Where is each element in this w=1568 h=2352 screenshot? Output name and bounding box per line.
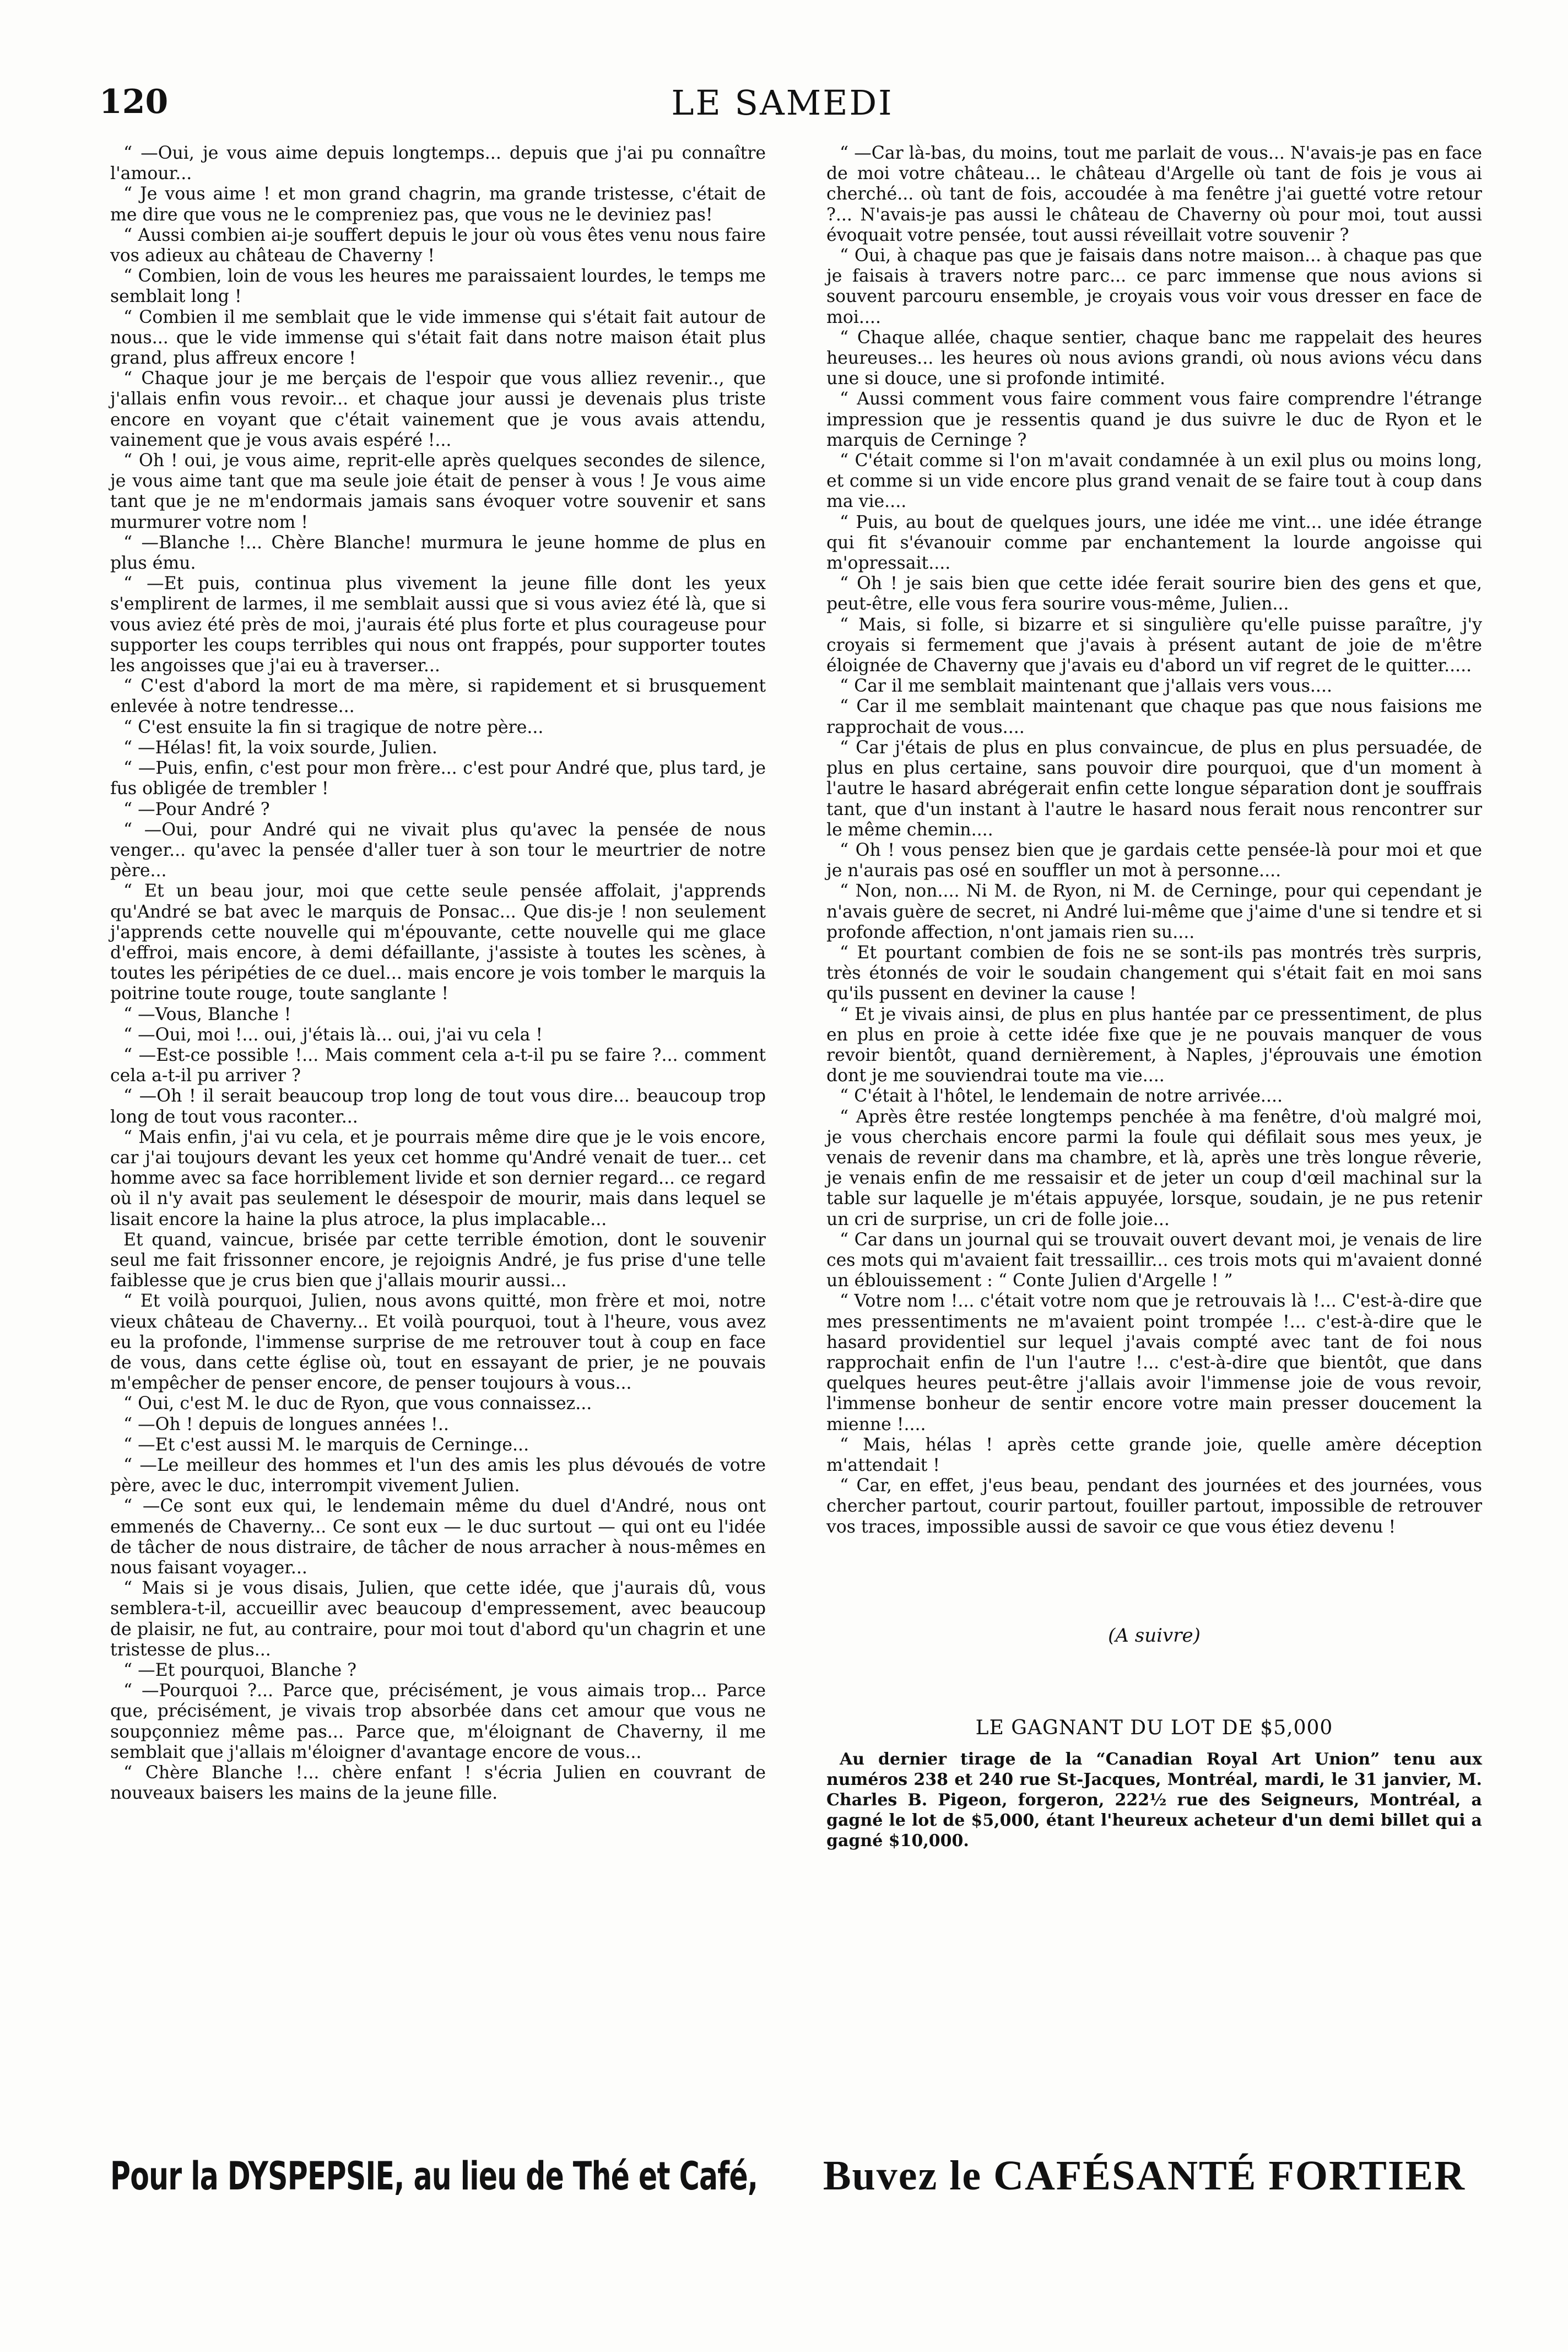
- paragraph: “ —Car là-bas, du moins, tout me parlait de vous... N'avais-je pas en face de moi votre château... le château d'Argelle où tant de fois je vous ai cherché... où tant de fois, accoudée à ma fenêtre j'ai guetté votre retour ?... N'avais-je pas aussi le château de Chaverny où pour moi, tout aussi évoquait votre pensée, tout aussi réveillait votre souvenir ?: [826, 143, 1482, 245]
- footer-advertisement: [110, 2152, 1466, 2213]
- paragraph: “ —Oui, moi !... oui, j'étais là... oui, j'ai vu cela !: [123, 1024, 543, 1045]
- paragraph: “ Combien il me semblait que le vide immense qui s'était fait autour de nous... que le vide immense qui s'était fait dans notre maison était plus grand, plus affreux encore !: [110, 307, 766, 369]
- paragraph: “ —Pourquoi ?... Parce que, précisément, je vous aimais trop... Parce que, précisément, je vivais trop absorbée dans cet amour que vous ne soupçonniez même pas... Parce que, m'éloignant de Chaverny, il me semblait que j'allais m'éloigner d'avantage encore de vous...: [110, 1681, 766, 1762]
- left-column: [110, 143, 766, 2105]
- paragraph: “ Votre nom !... c'était votre nom que je retrouvais là !... C'est-à-dire que mes pressentiments ne m'avaient point trompée !... c'est-à-dire que le hasard providentiel sur lequel j'avais compté avec tant de foi nous rapprochait enfin de l'un l'autre !... c'est-à-dire que bientôt, que dans quelques heures peut-être j'allais avoir l'immense joie de vous revoir, l'immense bonheur de sentir encore votre main presser doucement la mienne !....: [826, 1291, 1482, 1434]
- footer-ad-suffix: Buvez le CAFÉSANTÉ FORTIER: [823, 2153, 1466, 2199]
- paragraph: “ Puis, au bout de quelques jours, une idée me vint... une idée étrange qui fit s'évanouir comme par enchantement la lourde angoisse qui m'opressait....: [826, 512, 1482, 574]
- paragraph: “ C'est ensuite la fin si tragique de notre père...: [123, 717, 544, 737]
- paragraph: “ —Le meilleur des hommes et l'un des amis les plus dévoués de votre père, avec le duc, interrompit vivement Julien.: [110, 1455, 766, 1496]
- right-column-text: [826, 143, 1482, 1538]
- paragraph: “ —Ce sont eux qui, le lendemain même du duel d'André, nous ont emmenés de Chaverny... Ce sont eux — le duc surtout — qui ont eu l'idée de tâcher de nous distraire, de tâcher de nous arracher à nous-mêmes en nous faisant voyager...: [110, 1496, 766, 1578]
- paragraph: “ Mais, hélas ! après cette grande joie, quelle amère déception m'attendait !: [826, 1434, 1482, 1475]
- paragraph: “ Oui, c'est M. le duc de Ryon, que vous connaissez...: [123, 1394, 592, 1414]
- paragraph: “ Après être restée longtemps penchée à ma fenêtre, d'où malgré moi, je vous cherchais encore parmi la foule qui défilait sous mes yeux, je venais de revenir dans ma chambre, et là, après une très longue rêverie, je venais enfin de me ressaisir et de jeter un coup d'œil machinal sur la table sur laquelle je m'étais appuyée, lorsque, soudain, je ne pus retenir un cri de surprise, un cri de folle joie...: [826, 1107, 1482, 1229]
- page-header: [99, 83, 1466, 127]
- right-column: [826, 143, 1482, 2056]
- paragraph: “ —Est-ce possible !... Mais comment cela a-t-il pu se faire ?... comment cela a-t-il pu arriver ?: [110, 1045, 766, 1086]
- paragraph: “ Chère Blanche !... chère enfant ! s'écria Julien en couvrant de nouveaux baisers les mains de la jeune fille.: [110, 1763, 766, 1804]
- paragraph: “ —Et puis, continua plus vivement la jeune fille dont les yeux s'emplirent de larmes, il me semblait aussi que si vous aviez été là, que si vous aviez été près de moi, j'aurais été plus forte et plus courageuse pour supporter les coups terribles qui nous ont frappés, pour supporter toutes les angoisses que j'ai eu à traverser...: [110, 574, 766, 676]
- paragraph: “ Et voilà pourquoi, Julien, nous avons quitté, mon frère et moi, notre vieux château de Chaverny... Et voilà pourquoi, tout à l'heure, vous avez eu la profonde, l'immense surprise de me retrouver tout à coup en face de vous, dans cette église où, tout en essayant de prier, je ne pouvais m'empêcher de penser encore, de penser toujours à vous...: [110, 1291, 766, 1394]
- paragraph: “ Chaque jour je me berçais de l'espoir que vous alliez revenir.., que j'allais enfin vous revoir... et chaque jour aussi je devenais plus triste encore en voyant que c'était vainement que je vous avais attendu, vainement que je vous avais espéré !...: [110, 369, 766, 450]
- paragraph: “ C'était comme si l'on m'avait condamnée à un exil plus ou moins long, et comme si un vide encore plus grand venait de se faire tout à coup dans ma vie....: [826, 451, 1482, 512]
- journal-title: LE SAMEDI: [671, 83, 894, 123]
- paragraph: “ Oh ! je sais bien que cette idée ferait sourire bien des gens et que, peut-être, elle vous fera sourire vous-même, Julien...: [826, 574, 1482, 614]
- paragraph: “ —Pour André ?: [123, 799, 270, 819]
- paragraph: “ —Oui, je vous aime depuis longtemps... depuis que j'ai pu connaître l'amour...: [110, 143, 766, 184]
- paragraph: “ —Oh ! depuis de longues années !..: [123, 1414, 449, 1434]
- paragraph: “ Oh ! vous pensez bien que je gardais cette pensée-là pour moi et que je n'aurais pas osé en souffler un mot à personne....: [826, 840, 1482, 881]
- paragraph: “ Car il me semblait maintenant que chaque pas que nous faisions me rapprochait de vous....: [826, 697, 1482, 737]
- paragraph: “ —Oh ! il serait beaucoup trop long de tout vous dire... beaucoup trop long de tout vous raconter...: [110, 1086, 766, 1127]
- paragraph: “ —Hélas! fit, la voix sourde, Julien.: [123, 737, 437, 758]
- paragraph: “ Mais enfin, j'ai vu cela, et je pourrais même dire que je le vois encore, car j'ai toujours devant les yeux cet homme qu'André venait de tuer... cet homme avec sa face horriblement livide et son dernier regard... ce regard où il n'y avait pas seulement le désespoir de mourir, mais dans lequel se lisait encore la haine la plus atroce, la plus implacable...: [110, 1127, 766, 1229]
- paragraph: “ Et un beau jour, moi que cette seule pensée affolait, j'apprends qu'André se bat avec le marquis de Ponsac... Que dis-je ! non seulement j'apprends cette nouvelle qui m'épouvante, cette nouvelle qui me glace d'effroi, mais encore, à demi défaillante, j'assiste à toutes les scènes, à toutes les péripéties de ce duel... mais encore je vois tomber le marquis la poitrine toute rouge, toute sanglante !: [110, 881, 766, 1004]
- paragraph: “ —Blanche !... Chère Blanche! murmura le jeune homme de plus en plus ému.: [110, 532, 766, 574]
- paragraph: “ Aussi comment vous faire comment vous faire comprendre l'étrange impression que je ressentis quand je dus suivre le duc de Ryon et le marquis de Cerninge ?: [826, 389, 1482, 450]
- paragraph: “ C'était à l'hôtel, le lendemain de notre arrivée....: [840, 1086, 1283, 1107]
- paragraph: “ Oui, à chaque pas que je faisais dans notre maison... à chaque pas que je faisais à travers notre parc... ce parc immense que nous avions si souvent parcouru ensemble, je croyais vous voir vous dresser en face de moi....: [826, 246, 1482, 327]
- paragraph: “ —Et pourquoi, Blanche ?: [123, 1660, 357, 1681]
- paragraph: “ Car, en effet, j'eus beau, pendant des journées et des journées, vous chercher partout, courir partout, fouiller partout, impossible de retrouver vos traces, impossible aussi de savoir ce que vous étiez devenu !: [826, 1476, 1482, 1537]
- paragraph: “ Et je vivais ainsi, de plus en plus hantée par ce pressentiment, de plus en plus en proie à cette idée fixe que je ne pouvais manquer de vous revoir bientôt, quand dernièrement, à Naples, j'éprouvais une émotion dont je me souviendrai toute ma vie....: [826, 1004, 1482, 1086]
- paragraph: “ Chaque allée, chaque sentier, chaque banc me rappelait des heures heureuses... les heures où nous avions grandi, où nous avions vécu dans une si douce, une si profonde intimité.: [826, 327, 1482, 389]
- paragraph: “ Oh ! oui, je vous aime, reprit-elle après quelques secondes de silence, je vous aime tant que ma seule joie était de penser à vous ! Je vous aime tant que je ne m'endormais jamais sans évoquer votre souvenir et sans murmurer votre nom !: [110, 451, 766, 532]
- paragraph: “ Car il me semblait maintenant que j'allais vers vous....: [840, 676, 1332, 697]
- paragraph: “ —Puis, enfin, c'est pour mon frère... c'est pour André que, plus tard, je fus obligée de trembler !: [110, 758, 766, 799]
- paragraph: “ Combien, loin de vous les heures me paraissaient lourdes, le temps me semblait long !: [110, 266, 766, 307]
- paragraph: “ C'est d'abord la mort de ma mère, si rapidement et si brusquement enlevée à notre tendresse...: [110, 676, 766, 717]
- paragraph: “ —Vous, Blanche !: [123, 1004, 291, 1024]
- paragraph: Et quand, vaincue, brisée par cette terrible émotion, dont le souvenir seul me fait frissonner encore, je rejoignis André, je fus prise d'une telle faiblesse que je crus bien que j'allais mourir aussi...: [110, 1229, 766, 1291]
- paragraph: “ Mais, si folle, si bizarre et si singulière qu'elle puisse paraître, j'y croyais si fermement que j'avais à présent autant de joie de m'être éloignée de Chaverny que j'avais eu d'abord un vif regret de le quitter.....: [826, 614, 1482, 676]
- paragraph: “ Mais si je vous disais, Julien, que cette idée, que j'aurais dû, vous semblera-t-il, accueillir avec beaucoup d'empressement, avec beaucoup de plaisir, ne fut, au contraire, pour moi tout d'abord qu'un chagrin et une tristesse de plus...: [110, 1578, 766, 1660]
- footer-ad-prefix: Pour la DYSPEPSIE, au lieu de Thé et Café,: [110, 2154, 758, 2199]
- paragraph: “ —Et c'est aussi M. le marquis de Cerninge...: [123, 1434, 529, 1455]
- paragraph: “ Non, non.... Ni M. de Ryon, ni M. de Cerninge, pour qui cependant je n'avais guère de secret, ni André lui-même que j'aime d'une si tendre et si profonde affection, n'ont jamais rien su....: [826, 881, 1482, 942]
- paragraph: “ Car dans un journal qui se trouvait ouvert devant moi, je venais de lire ces mots qui m'avaient fait tressaillir... ces trois mots qui m'avaient donné un éblouissement : “ Conte Julien d'Argelle ! ”: [826, 1229, 1482, 1291]
- paragraph: “ —Oui, pour André qui ne vivait plus qu'avec la pensée de nous venger... qu'avec la pensée d'aller tuer à son tour le meurtrier de notre père...: [110, 819, 766, 881]
- page-number: 120: [99, 83, 169, 121]
- paragraph: “ Car j'étais de plus en plus convaincue, de plus en plus persuadée, de plus en plus certaine, sans pouvoir dire pourquoi, que d'un moment à l'autre le hasard abrégerait enfin cette longue séparation dont je souffrais tant, que d'un instant à l'autre le hasard nous ferait nous rencontrer sur le même chemin....: [826, 737, 1482, 840]
- paragraph: “ Et pourtant combien de fois ne se sont-ils pas montrés très surpris, très étonnés de voir le soudain changement qui s'était fait en moi sans qu'ils pussent en deviner la cause !: [826, 942, 1482, 1004]
- lottery-notice-title: LE GAGNANT DU LOT DE $5,000: [975, 1717, 1333, 1740]
- lottery-notice-body: Au dernier tirage de la “Canadian Royal Art Union” tenu aux numéros 238 et 240 rue St-Jacques, Montréal, mardi, le 31 janvier, M. Charles B. Pigeon, forgeron, 222½ rue des Seigneurs, Montréal, a gagné le lot de $5,000, étant l'heureux acheteur d'un demi billet qui a gagné $10,000.: [826, 1750, 1482, 1851]
- paragraph: “ Je vous aime ! et mon grand chagrin, ma grande tristesse, c'était de me dire que vous ne le compreniez pas, que vous ne le deviniez pas!: [110, 184, 766, 225]
- paragraph: “ Aussi combien ai-je souffert depuis le jour où vous êtes venu nous faire vos adieux au château de Chaverny !: [110, 225, 766, 266]
- to-be-continued: (A suivre): [1108, 1624, 1201, 1647]
